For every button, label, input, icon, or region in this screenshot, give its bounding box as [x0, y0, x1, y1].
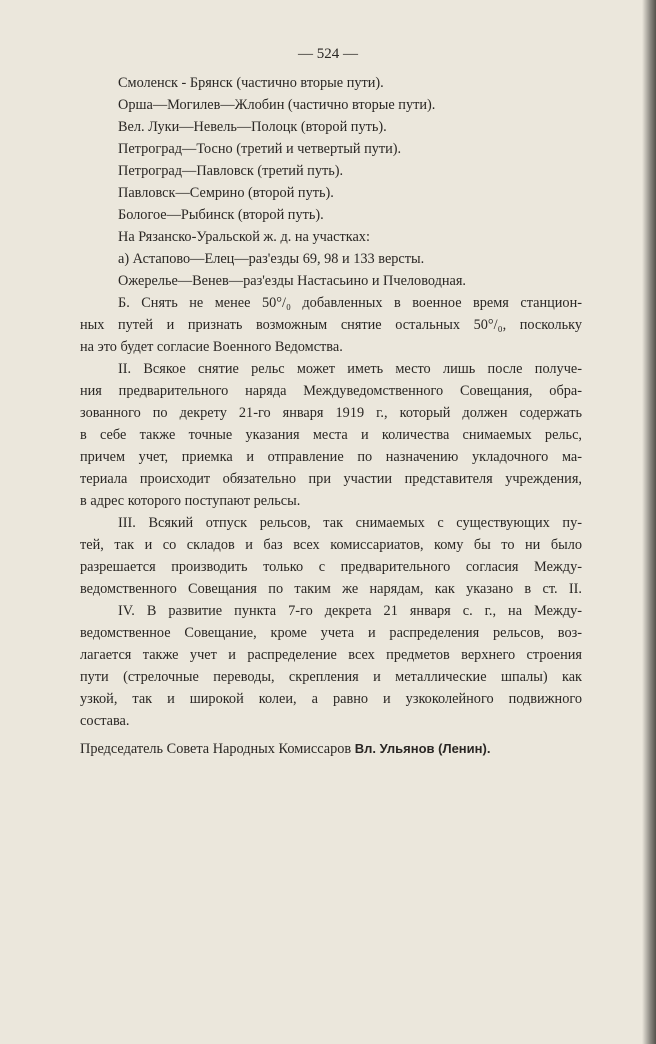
list-item: Бологое—Рыбинск (второй путь).	[118, 207, 324, 223]
paragraph-3-line: тей, так и со складов и баз всех комиссариатов, кому бы то ни было	[80, 537, 582, 553]
paragraph-b-line: ных путей и признать возможным снятие остальных 50°/₀, поскольку	[80, 317, 582, 333]
paragraph-2-line: териала происходит обязательно при участии представителя учреждения,	[80, 471, 582, 487]
paragraph-3-line: ведомственного Совещания по таким же нарядам, как указано в ст. II.	[80, 581, 582, 597]
paragraph-3-line: III. Всякий отпуск рельсов, так снимаемых с существующих пу-	[118, 515, 582, 531]
paragraph-4-line: ведомственное Совещание, кроме учета и распределения рельсов, воз-	[80, 625, 582, 641]
list-item: Петроград—Тосно (третий и четвертый пути).	[118, 141, 402, 157]
list-item: Ожерелье—Венев—раз'езды Настасьино и Пчеловодная.	[118, 273, 467, 289]
signature-role: Председатель Совета Народных Комиссаров	[80, 741, 352, 757]
paragraph-4-line: пути (стрелочные переводы, скрепления и металлические шпалы) как	[80, 669, 582, 685]
list-item: Павловск—Семрино (второй путь).	[118, 185, 334, 201]
signature-name: Вл. Ульянов (Ленин).	[354, 741, 491, 756]
paragraph-2-line: в адрес которого поступают рельсы.	[80, 493, 301, 509]
paragraph-2-line: причем учет, приемка и отправление по назначению укладочного ма-	[80, 449, 582, 465]
list-item: На Рязанско-Уральской ж. д. на участках:	[118, 229, 370, 245]
list-item: а) Астапово—Елец—раз'езды 69, 98 и 133 версты.	[118, 251, 425, 267]
list-item: Петроград—Павловск (третий путь).	[118, 163, 344, 179]
paragraph-2-line: зованного по декрету 21-го января 1919 г., который должен содержать	[80, 405, 582, 421]
paragraph-2-line: II. Всякое снятие рельс может иметь место лишь после получе-	[118, 361, 582, 377]
paragraph-4-line: лагается также учет и распределение всех предметов верхнего строения	[80, 647, 582, 663]
list-item: Орша—Могилев—Жлобин (частично вторые пути).	[118, 97, 436, 113]
page-number: — 524 —	[298, 46, 358, 62]
list-item: Смоленск - Брянск (частично вторые пути).	[118, 75, 384, 91]
paragraph-2-line: ния предварительного наряда Междуведомственного Совещания, обра-	[80, 383, 582, 399]
list-item: Вел. Луки—Невель—Полоцк (второй путь).	[118, 119, 387, 135]
paragraph-b-line: на это будет согласие Военного Ведомства.	[80, 339, 343, 355]
page-edge-shadow	[642, 0, 656, 1044]
paragraph-4-line: IV. В развитие пункта 7-го декрета 21 января с. г., на Между-	[118, 603, 582, 619]
paragraph-b-line: Б. Снять не менее 50°/₀ добавленных в военное время станцион-	[118, 295, 582, 311]
paragraph-4-line: состава.	[80, 713, 130, 729]
paragraph-3-line: разрешается производить только с предварительного согласия Между-	[80, 559, 582, 575]
paragraph-2-line: в себе также точные указания места и количества снимаемых рельс,	[80, 427, 582, 443]
paragraph-4-line: узкой, так и широкой колеи, а равно и узкоколейного подвижного	[80, 691, 582, 707]
